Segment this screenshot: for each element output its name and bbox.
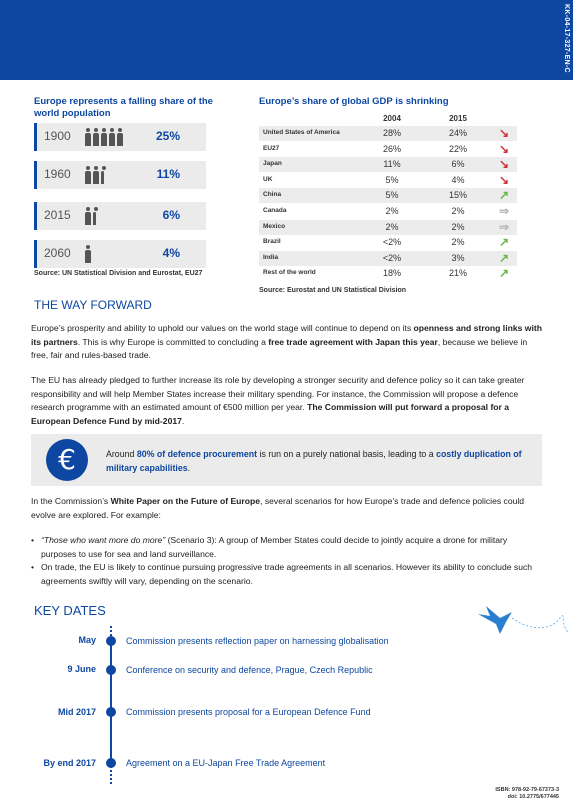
gdp-row [259,173,517,188]
callout-text [106,447,526,475]
text: . [187,463,191,473]
population-percent: 25% [155,129,180,143]
text-italic: “Those who want more do more” [41,535,166,545]
paragraph-defence [31,374,542,428]
trend-down-icon: ↘ [498,157,510,172]
population-year: 2060 [44,246,71,260]
person-icon [85,166,91,184]
gdp-value-2015: 15% [448,190,467,201]
gdp-row [259,220,517,235]
gdp-value-2015: 3% [451,252,465,263]
text: Europe’s prosperity and ability to uphold our values on the world stage will continue to depend on its [31,323,414,333]
population-source: Source: UN Statistical Division and Eurostat, EU27 [34,270,203,277]
timeline-dot [106,636,116,646]
text-bold: openness and strong links with its partners [31,323,542,347]
timeline-dotted [110,766,112,784]
text-bold: The Commission will put forward a proposal for a European Defence Fund by mid-2017 [31,402,510,426]
text-bold: White Paper on the Future of Europe [110,496,261,506]
person-icon [109,128,115,146]
paragraph-trade [31,322,542,363]
text-bold: free trade agreement with Japan this year [268,336,438,347]
person-icon [101,128,107,146]
gdp-row [259,126,517,141]
gdp-country: United States of America [263,129,340,136]
gdp-country: Rest of the world [263,269,316,277]
gdp-value-2015: 22% [448,143,467,154]
gdp-value-2004: 11% [383,159,401,170]
gdp-country: Japan [263,160,282,168]
gdp-value-2015: 4% [451,174,465,185]
doi: doi: 10.2775/677445 [507,794,559,800]
gdp-value-2015: 24% [448,128,467,138]
people-icons [85,207,99,225]
gdp-country: China [263,191,282,199]
person-icon [93,207,99,225]
paragraph-white-paper [31,495,542,522]
person-icon [101,166,107,184]
person-icon [85,245,91,263]
population-percent: 4% [162,246,180,260]
gdp-row [259,266,517,281]
trend-up-icon: ↗ [498,188,510,203]
population-year: 1960 [44,167,71,181]
people-icons [85,166,107,184]
gdp-country: Brazil [263,238,281,246]
trend-down-icon: ↘ [498,126,510,140]
text: , because we believe in free, fair and rules-based trade. [31,336,528,360]
population-year: 1900 [44,129,71,143]
trend-up-icon: ↗ [498,250,510,265]
population-row [34,123,206,151]
gdp-row [259,251,517,266]
gdp-row [259,142,517,157]
document-code: KK-04-17-327-EN-C [563,4,570,73]
key-date: 9 June [67,664,96,674]
person-icon [117,128,123,146]
gdp-value-2004: 5% [385,174,399,185]
population-row [34,161,206,189]
text: is run on a purely national basis, leading to a [257,449,437,459]
gdp-country: Canada [263,207,287,214]
person-icon [93,128,99,146]
timeline-dot [106,665,116,675]
gdp-row [259,188,517,203]
trend-down-icon: ↘ [498,141,510,156]
gdp-value-2004: <2% [382,252,402,263]
bird-icon [472,596,572,646]
key-date-event: Conference on security and defence, Prague, Czech Republic [126,665,373,675]
text: The EU has already pledged to further increase its role by developing a stronger security and defence policy so it can take greater responsibility and will help Member States increase their military spending. For instance, the Commission will propose a defence research programme with an estimated amount of €500 million per year. [31,375,525,412]
trend-down-icon: ↘ [498,172,510,187]
gdp-value-2004: 2% [385,206,399,216]
gdp-value-2004: 18% [382,268,401,279]
gdp-value-2004: <2% [382,237,402,248]
text-highlight: 80% of defence procurement [136,449,258,459]
population-row [34,202,206,230]
text: (Scenario 3): A group of Member States could decide to jointly acquire a drone for military purposes to use for sea and land surveillance. [41,535,508,559]
timeline-dot [106,758,116,768]
euro-icon: € [46,439,88,481]
trend-flat-icon: ⇒ [498,204,510,218]
text: . This is why Europe is committed to concluding a [77,336,269,347]
timeline-line [110,640,112,766]
text: . [181,415,185,426]
section-heading-way-forward: THE WAY FORWARD [34,298,152,312]
isbn-block [495,787,559,801]
key-date: May [78,635,96,645]
population-title: Europe represents a falling share of the world population [34,96,213,119]
population-percent: 6% [162,208,180,222]
gdp-value-2004: 28% [382,128,401,138]
gdp-title: Europe’s share of global GDP is shrinking [259,96,449,107]
key-date: Mid 2017 [57,707,96,717]
text: , several scenarios for how Europe’s trade and defence policies could evolve are explored. For example: [31,496,525,520]
gdp-value-2004: 5% [385,190,399,201]
person-icon [93,166,99,184]
gdp-source: Source: Eurostat and UN Statistical Division [259,287,407,294]
key-date-event: Agreement on a EU-Japan Free Trade Agreement [126,758,326,768]
key-date-event: Commission presents reflection paper on harnessing globalisation [126,636,389,646]
gdp-value-2004: 2% [385,221,399,232]
person-icon [85,207,91,225]
isbn: ISBN: 978-92-79-67373-3 [495,787,559,793]
gdp-row [259,235,517,250]
person-icon [85,128,91,146]
text: In the Commission’s [31,496,111,506]
trend-up-icon: ↗ [498,235,510,250]
gdp-value-2015: 2% [451,237,465,248]
header-band [0,0,573,80]
key-date: By end 2017 [43,758,96,768]
gdp-row [259,204,517,219]
gdp-country: Mexico [263,222,286,230]
gdp-value-2015: 21% [448,268,467,279]
timeline-dot [106,707,116,717]
list-item [31,534,543,561]
population-year: 2015 [44,208,71,222]
gdp-country: India [263,253,279,261]
section-heading-key-dates: KEY DATES [34,603,106,618]
people-icons [85,128,123,146]
text: Around [106,449,137,459]
callout-box [31,434,542,486]
key-date-event: Commission presents proposal for a European Defence Fund [126,707,371,717]
gdp-row [259,157,517,172]
gdp-col-2004: 2004 [383,114,401,123]
list-item: • On trade, the EU is likely to continue pursuing progressive trade agreements in all scenarios. However its ability to conclude such agreements swiftly will vary, depending on the scenario. [31,561,543,588]
gdp-value-2015: 2% [451,206,465,216]
scenario-list [31,534,543,588]
gdp-value-2004: 26% [382,143,401,154]
population-row [34,240,206,268]
trend-up-icon: ↗ [498,266,510,281]
text-highlight: costly duplication of military capabilities [106,449,522,473]
gdp-country: EU27 [263,144,280,152]
people-icons [85,245,91,263]
gdp-value-2015: 2% [451,221,465,232]
gdp-country: UK [263,175,273,183]
gdp-col-2015: 2015 [449,114,467,123]
gdp-value-2015: 6% [451,159,465,170]
trend-flat-icon: ⇒ [498,219,510,234]
population-percent: 11% [156,167,180,181]
